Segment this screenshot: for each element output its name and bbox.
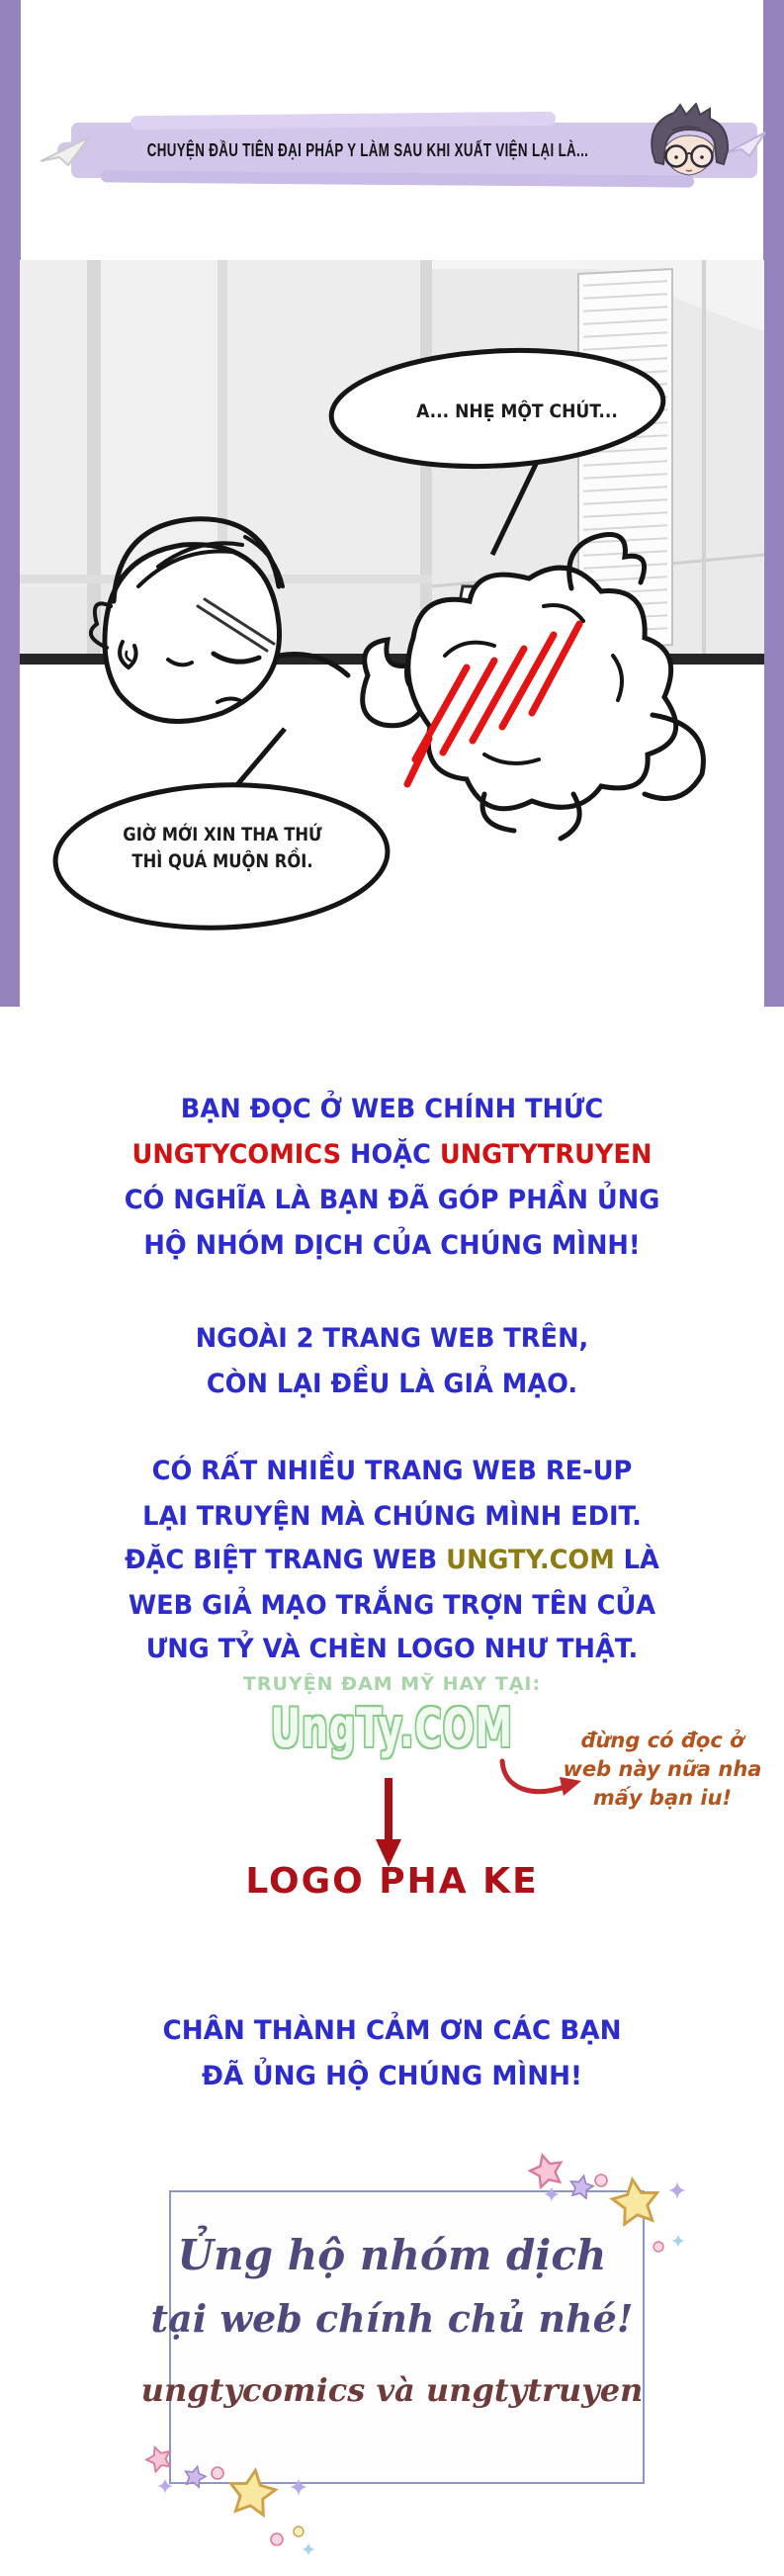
notice-line-2: UNGTYCOMICS HOẶC UNGTYTRUYEN <box>131 1139 653 1170</box>
down-arrow-icon <box>374 1778 403 1871</box>
sparkle-icon <box>544 2186 560 2202</box>
notice-line-6: CÒN LẠI ĐỀU LÀ GIẢ MẠO. <box>206 1369 578 1399</box>
paper-plane-icon <box>38 134 97 172</box>
comic-panel-art <box>20 260 764 1009</box>
notice-line-10: WEB GIẢ MẠO TRẮNG TRỢN TÊN CỦA <box>128 1590 656 1621</box>
banner-title-text: CHUYỆN ĐẦU TIÊN ĐẠI PHÁP Y LÀM SAU KHI XUẤT VIỆN LẠI LÀ... <box>146 139 589 160</box>
note-line3: mấy bạn iu! <box>592 1786 733 1810</box>
speech-bubble-1-text: A... NHẸ MỘT CHÚT... <box>416 400 618 422</box>
dot-icon <box>595 2175 607 2186</box>
handwritten-note <box>539 1727 784 1813</box>
notice-line-11: ƯNG TỶ VÀ CHÈN LOGO NHƯ THẬT. <box>145 1634 639 1664</box>
notice-line-3: CÓ NGHĨA LÀ BẠN ĐÃ GÓP PHẦN ỦNG <box>124 1185 660 1215</box>
star-cluster-bottom-left <box>59 2403 326 2561</box>
star-cluster-top-right <box>514 2141 771 2265</box>
note-line1: đừng có đọc ở <box>580 1729 744 1752</box>
dot-icon <box>212 2467 223 2479</box>
notice-line-1: BẠN ĐỌC Ở WEB CHÍNH THỨC <box>180 1094 604 1124</box>
support-line-2: tại web chính chủ nhé! <box>150 2296 634 2341</box>
left-purple-rail <box>0 0 21 1007</box>
sparkle-icon <box>668 2181 686 2199</box>
fake-logo-caption: LOGO PHA KE <box>245 1861 539 1902</box>
notice-line-4: HỘ NHÓM DỊCH CỦA CHÚNG MÌNH! <box>143 1230 641 1261</box>
banner-title <box>71 123 664 178</box>
star-icon <box>227 2467 278 2516</box>
sparkle-icon <box>671 2234 685 2248</box>
fake-logo-text: UngTy.COM <box>270 1697 514 1759</box>
star-icon <box>610 2176 660 2225</box>
sparkle-icon <box>302 2542 315 2556</box>
dot-icon <box>294 2527 304 2536</box>
support-line-1: Ủng hộ nhóm dịch <box>177 2231 607 2279</box>
sparkle-icon <box>157 2478 173 2494</box>
thanks-line-1: CHÂN THÀNH CẢM ƠN CÁC BẠN <box>162 2015 622 2046</box>
thanks-line-2: ĐÃ ỦNG HỘ CHÚNG MÌNH! <box>202 2061 582 2091</box>
support-line-3: ungtycomics và ungtytruyen <box>140 2371 644 2409</box>
star-icon <box>183 2464 208 2488</box>
star-icon <box>143 2443 174 2474</box>
fake-site-name: UNGTY.COM <box>446 1545 615 1575</box>
notice-line-9: ĐẶC BIỆT TRANG WEB UNGTY.COM LÀ <box>125 1545 659 1575</box>
notice-line-8: LẠI TRUYỆN MÀ CHÚNG MÌNH EDIT. <box>142 1501 642 1532</box>
note-line2: web này nữa nha <box>563 1757 762 1781</box>
star-icon <box>568 2174 595 2199</box>
site-name-ungtytruyen: UNGTYTRUYEN <box>439 1139 653 1170</box>
fake-logo-tagline: TRUYỆN ĐAM MỸ HAY TẠI: <box>242 1673 542 1695</box>
star-icon <box>527 2151 566 2188</box>
dot-icon <box>271 2533 283 2545</box>
speech-bubble-2-line1: GIỜ MỚI XIN THA THỨ <box>123 824 322 845</box>
sparkle-icon <box>290 2478 307 2496</box>
notice-line-7: CÓ RẤT NHIỀU TRANG WEB RE-UP <box>151 1456 633 1486</box>
dot-icon <box>653 2242 663 2252</box>
site-name-ungtycomics: UNGTYCOMICS <box>131 1139 342 1170</box>
speech-bubble-2-line2: THÌ QUÁ MUỘN RỒI. <box>131 850 313 872</box>
notice-line-5: NGOÀI 2 TRANG WEB TRÊN, <box>195 1323 589 1354</box>
character-avatar-icon <box>643 103 736 186</box>
speech-bubble-2-text <box>86 822 360 875</box>
